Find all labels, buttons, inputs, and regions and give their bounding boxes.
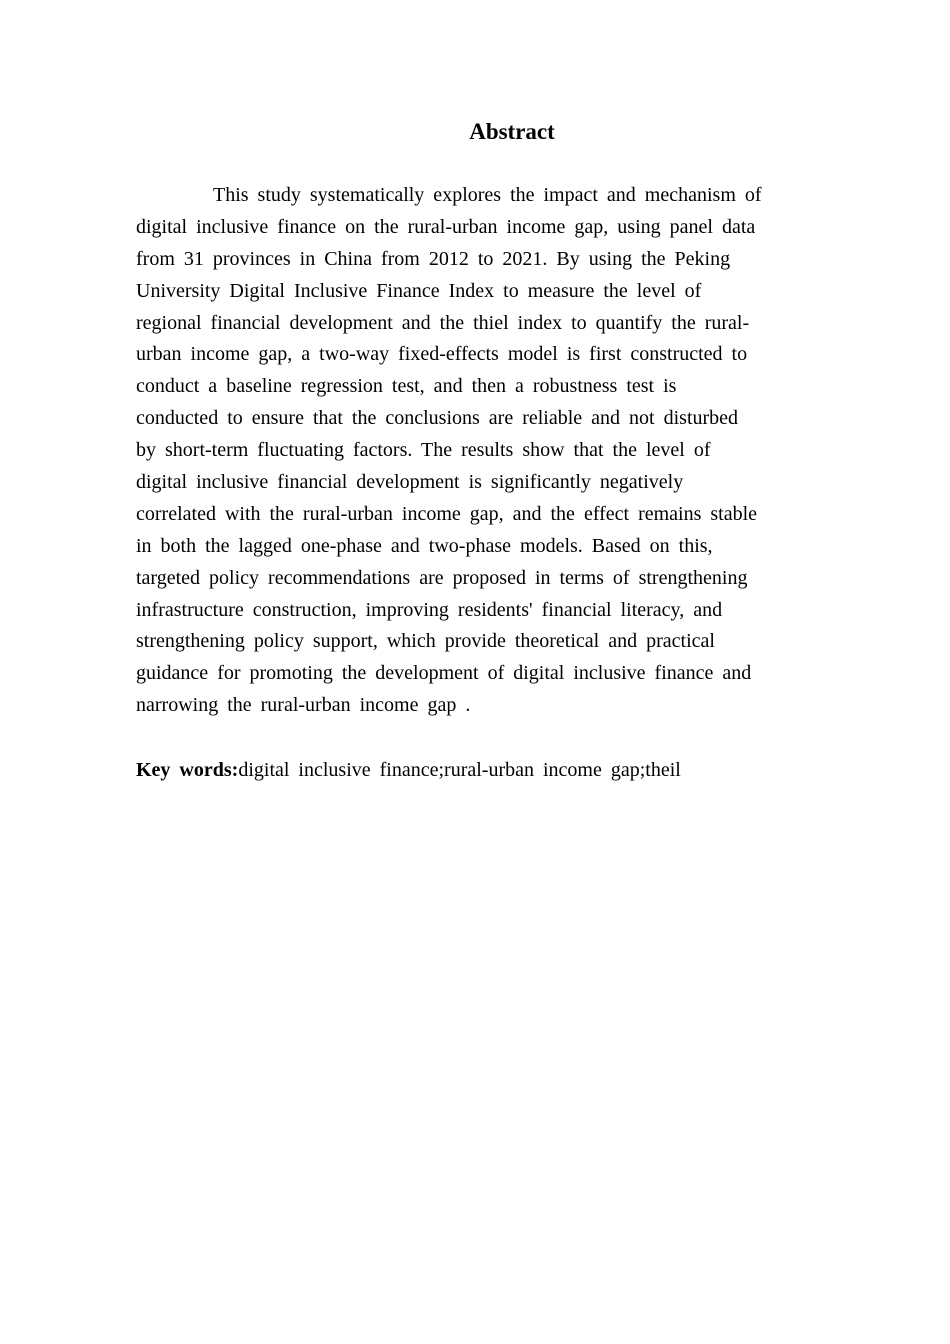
abstract-line: conduct a baseline regression test, and then a robustness test is: [136, 375, 677, 398]
abstract-line: from 31 provinces in China from 2012 to 2021. By using the Peking: [136, 247, 731, 270]
keywords-label: Key words:: [136, 759, 239, 781]
keywords-value: digital inclusive finance;rural-urban income gap;theil: [238, 759, 681, 781]
abstract-line: digital inclusive finance on the rural-urban income gap, using panel data: [136, 215, 756, 238]
abstract-line: digital inclusive financial development is significantly negatively: [136, 471, 684, 494]
abstract-body: [136, 180, 846, 722]
abstract-line: by short-term fluctuating factors. The results show that the level of: [136, 439, 711, 462]
abstract-line: targeted policy recommendations are proposed in terms of strengthening: [136, 566, 748, 589]
abstract-line: in both the lagged one-phase and two-phase models. Based on this,: [136, 534, 713, 557]
abstract-line: strengthening policy support, which provide theoretical and practical: [136, 630, 715, 653]
abstract-line: urban income gap, a two-way fixed-effects model is first constructed to: [136, 343, 748, 366]
abstract-line: University Digital Inclusive Finance Index to measure the level of: [136, 279, 702, 302]
abstract-line: regional financial development and the thiel index to quantify the rural-: [136, 311, 750, 334]
abstract-line: narrowing the rural-urban income gap .: [136, 694, 471, 717]
keywords-line: [136, 755, 681, 787]
abstract-title: Abstract: [469, 119, 555, 144]
abstract-line: This study systematically explores the impact and mechanism of: [213, 184, 762, 206]
abstract-line: conducted to ensure that the conclusions are reliable and not disturbed: [136, 407, 739, 430]
abstract-line: correlated with the rural-urban income gap, and the effect remains stable: [136, 502, 758, 525]
abstract-line: infrastructure construction, improving residents' financial literacy, and: [136, 598, 723, 621]
abstract-line: guidance for promoting the development of digital inclusive finance and: [136, 662, 752, 685]
